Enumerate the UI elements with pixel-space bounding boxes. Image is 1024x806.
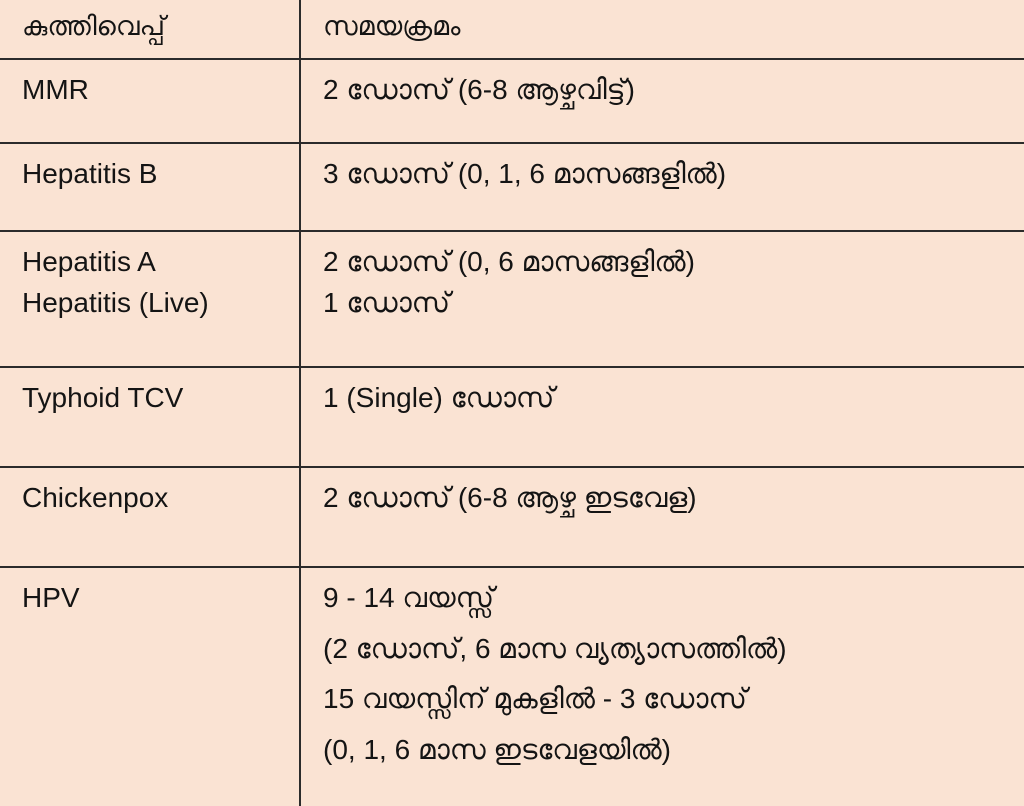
table-row [0, 143, 1024, 231]
table-row [0, 467, 1024, 567]
vaccine-schedule-lines [323, 154, 1024, 195]
vaccine-name-lines [22, 478, 299, 519]
table-header-row [0, 0, 1024, 59]
vaccine-schedule-line: 2 ഡോസ് (6-8 ആഴ്ചവിട്ട്) [323, 74, 635, 105]
table-body [0, 59, 1024, 806]
vaccine-schedule-line: (2 ഡോസ്, 6 മാസ വ്യത്യാസത്തിൽ) [323, 632, 787, 664]
vaccine-schedule-lines [323, 242, 1024, 323]
vaccine-name-line: HPV [22, 582, 80, 613]
cell-vaccine-schedule [300, 59, 1024, 143]
vaccine-name-line: Hepatitis (Live) [22, 286, 209, 318]
column-header-vaccine-label: കുത്തിവെപ്പ് [22, 11, 166, 41]
vaccine-name-lines [22, 378, 299, 419]
cell-vaccine-name [0, 367, 300, 467]
vaccine-schedule-line: 15 വയസ്സിന് മുകളിൽ - 3 ഡോസ് [323, 683, 747, 715]
vaccine-name-lines [22, 154, 299, 195]
cell-vaccine-schedule [300, 143, 1024, 231]
cell-vaccine-name [0, 467, 300, 567]
cell-vaccine-name [0, 59, 300, 143]
table-row [0, 231, 1024, 367]
cell-vaccine-schedule [300, 231, 1024, 367]
column-header-schedule-label: സമയക്രമം [323, 11, 461, 41]
table-row [0, 367, 1024, 467]
vaccine-schedule-line: 9 - 14 വയസ്സ് [323, 582, 494, 613]
vaccine-schedule-line: 1 (Single) ഡോസ് [323, 382, 555, 413]
cell-vaccine-schedule [300, 467, 1024, 567]
vaccine-name-lines [22, 242, 299, 323]
table-row [0, 59, 1024, 143]
vaccine-name-line: Typhoid TCV [22, 382, 184, 413]
cell-vaccine-name [0, 231, 300, 367]
table-row [0, 567, 1024, 806]
column-header-schedule [300, 0, 1024, 59]
vaccine-name-line: Hepatitis A [22, 246, 156, 277]
cell-vaccine-name [0, 567, 300, 806]
vaccine-schedule-lines [323, 70, 1024, 111]
vaccine-name-lines [22, 70, 299, 111]
vaccine-schedule-line: 3 ഡോസ് (0, 1, 6 മാസങ്ങളിൽ) [323, 158, 727, 189]
vaccine-schedule-lines [323, 578, 1024, 770]
vaccine-schedule-line: (0, 1, 6 മാസ ഇടവേളയിൽ) [323, 733, 671, 765]
vaccine-schedule-line: 2 ഡോസ് (6-8 ആഴ്ച ഇടവേള) [323, 482, 697, 513]
table-header [0, 0, 1024, 59]
vaccine-schedule-line: 2 ഡോസ് (0, 6 മാസങ്ങളിൽ) [323, 246, 695, 277]
vaccine-name-line: Chickenpox [22, 482, 169, 513]
vaccine-name-line: MMR [22, 74, 89, 105]
cell-vaccine-schedule [300, 367, 1024, 467]
vaccine-schedule-lines [323, 378, 1024, 419]
cell-vaccine-schedule [300, 567, 1024, 806]
vaccine-name-lines [22, 578, 299, 619]
vaccine-schedule-line: 1 ഡോസ് [323, 286, 451, 318]
vaccine-name-line: Hepatitis B [22, 158, 158, 189]
cell-vaccine-name [0, 143, 300, 231]
column-header-vaccine [0, 0, 300, 59]
vaccine-schedule-lines [323, 478, 1024, 519]
